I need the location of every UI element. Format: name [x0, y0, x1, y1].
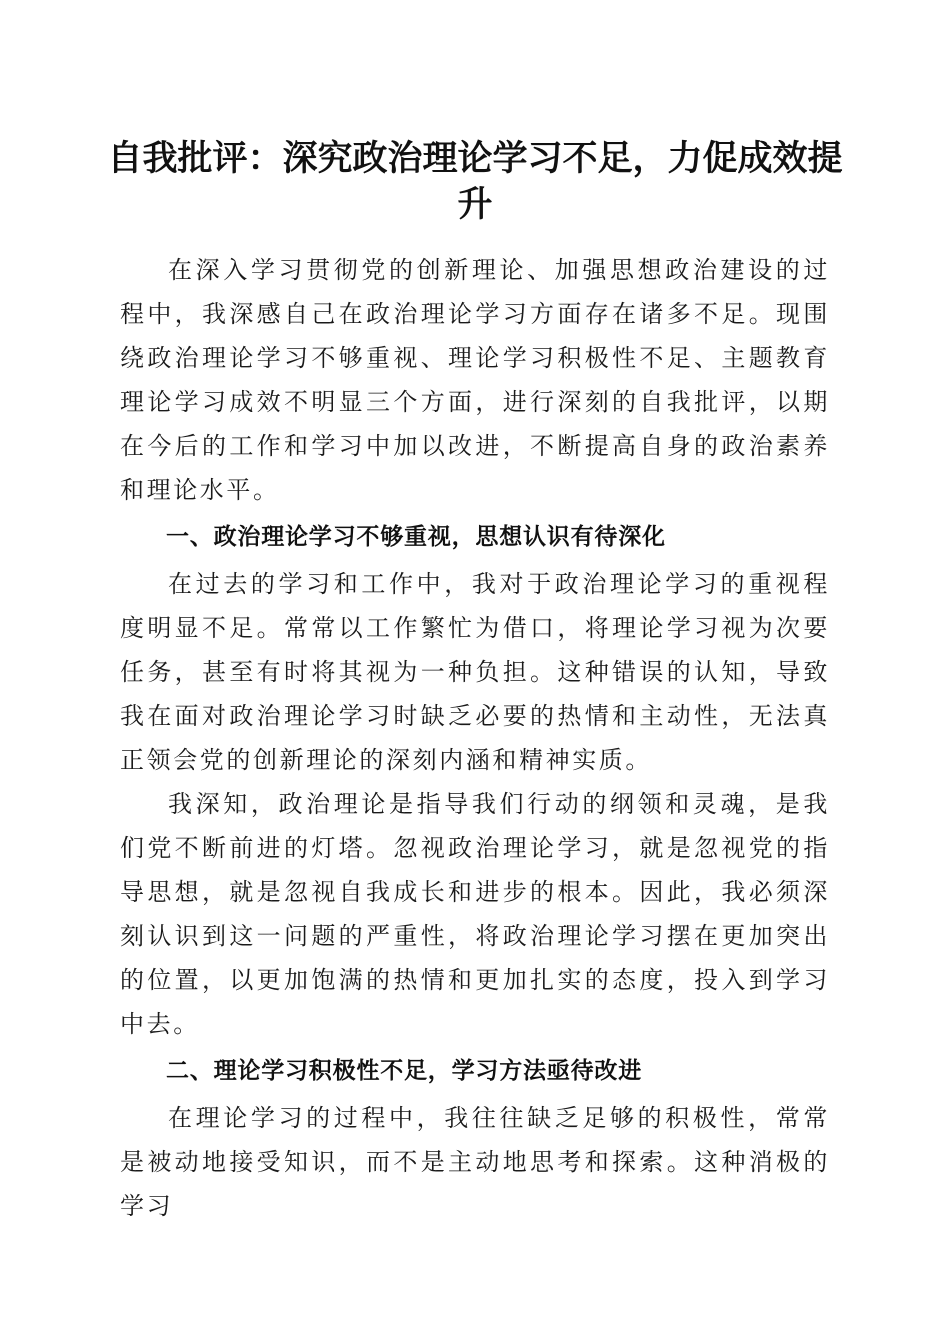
document-body: [120, 248, 830, 1228]
section-1-heading: 一、政治理论学习不够重视，思想认识有待深化: [166, 524, 666, 550]
intro-paragraph: 在深入学习贯彻党的创新理论、加强思想政治建设的过程中，我深感自己在政治理论学习方面存在诸多不足。现围绕政治理论学习不够重视、理论学习积极性不足、主题教育理论学习成效不明显三个方面，进行深刻的自我批评，以期在今后的工作和学习中加以改进，不断提高自身的政治素养和理论水平。: [120, 256, 830, 504]
document-title: 自我批评：深究政治理论学习不足，力促成效提升: [107, 138, 843, 225]
section-2-paragraph-1: 在理论学习的过程中，我往往缺乏足够的积极性，常常是被动地接受知识，而不是主动地思考和探索。这种消极的学习: [120, 1104, 830, 1220]
section-1-paragraph-1: 在过去的学习和工作中，我对于政治理论学习的重视程度明显不足。常常以工作繁忙为借口，将理论学习视为次要任务，甚至有时将其视为一种负担。这种错误的认知，导致我在面对政治理论学习时缺乏必要的热情和主动性，无法真正领会党的创新理论的深刻内涵和精神实质。: [120, 570, 830, 774]
section-2-heading: 二、理论学习积极性不足，学习方法亟待改进: [166, 1058, 642, 1084]
section-1-paragraph-2: 我深知，政治理论是指导我们行动的纲领和灵魂，是我们党不断前进的灯塔。忽视政治理论学习，就是忽视党的指导思想，就是忽视自我成长和进步的根本。因此，我必须深刻认识到这一问题的严重性，将政治理论学习摆在更加突出的位置，以更加饱满的热情和更加扎实的态度，投入到学习中去。: [120, 790, 830, 1038]
